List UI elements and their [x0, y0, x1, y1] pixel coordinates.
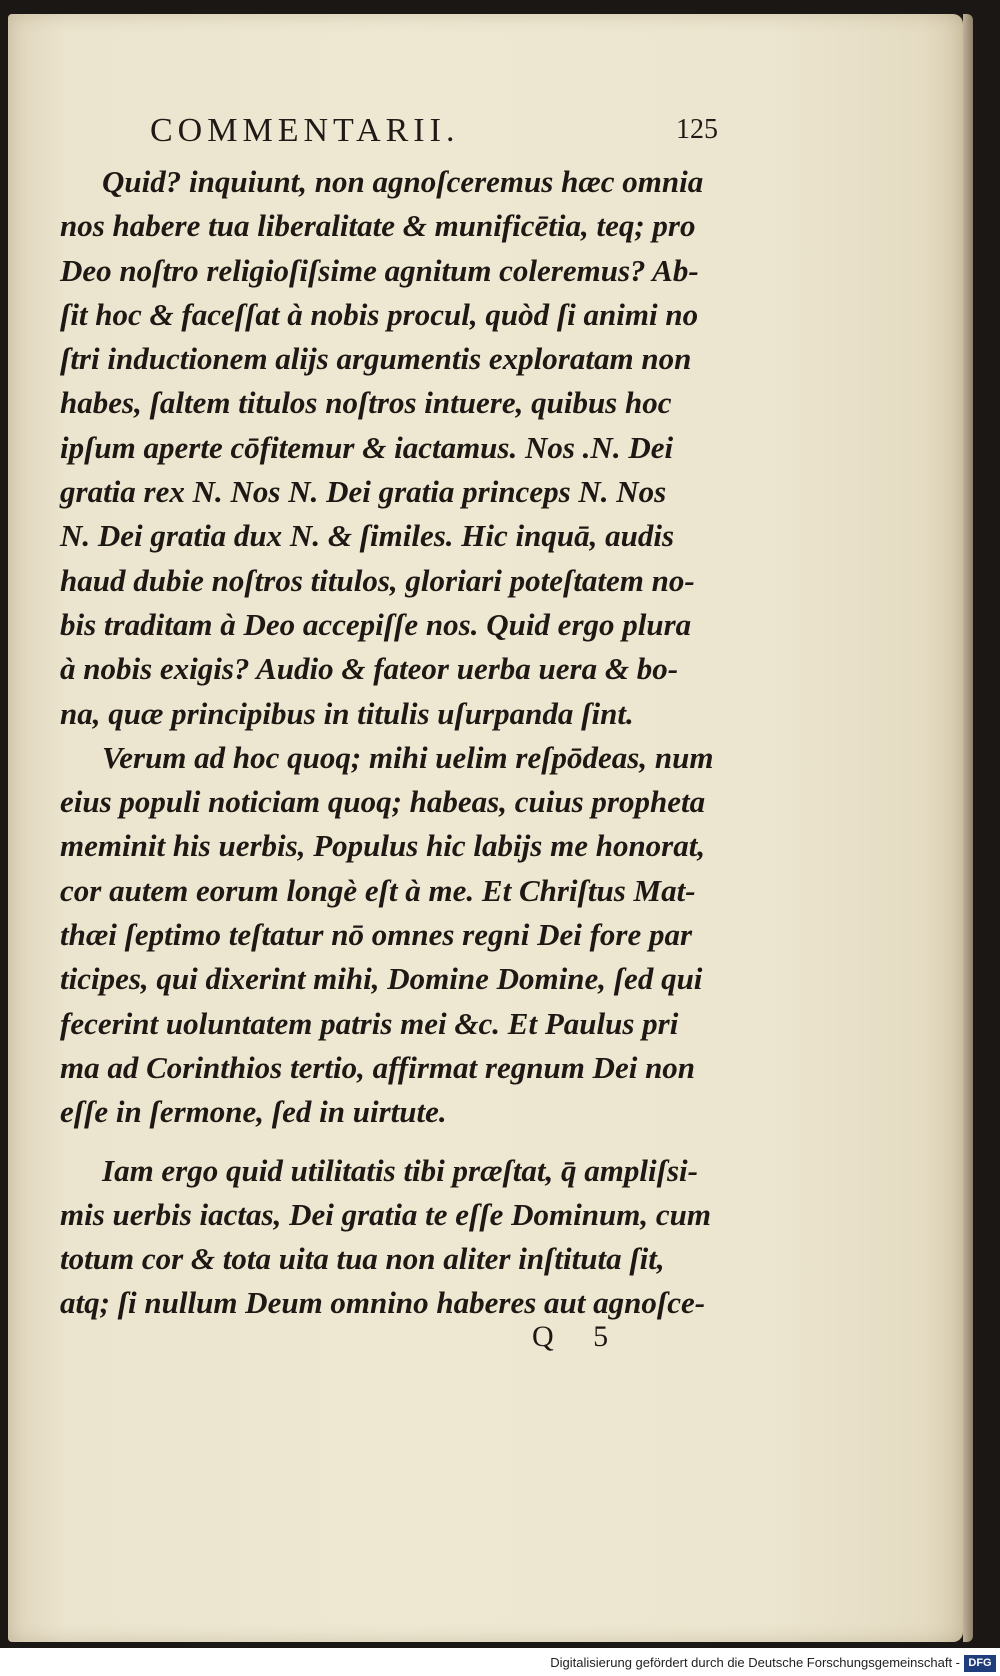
text-line: habes, ſaltem titulos noſtros intuere, quibus hoc	[60, 385, 672, 421]
text-line: cor autem eorum longè eſt à me. Et Chriſtus Mat-	[60, 872, 696, 908]
text-line: ma ad Corinthios tertio, affirmat regnum Dei non	[60, 1049, 696, 1085]
text-line: ipſum aperte cōfitemur & iactamus. Nos .N. Dei	[60, 429, 674, 465]
dfg-logo: DFG	[964, 1655, 996, 1672]
text-line: N. Dei gratia dux N. & ſimiles. Hic inquā, audis	[60, 518, 675, 554]
text-line: atq; ſi nullum Deum omnino haberes aut agnoſce-	[60, 1285, 706, 1321]
text-line: meminit his uerbis, Populus hic labijs me honorat,	[60, 828, 706, 864]
text-line: gratia rex N. Nos N. Dei gratia princeps N. Nos	[60, 474, 667, 510]
text-line: nos habere tua liberalitate & munificētia, teq; pro	[60, 208, 696, 244]
page-header	[150, 112, 718, 152]
text-line: na, quæ principibus in titulis uſurpanda ſint.	[60, 695, 634, 731]
page-edge	[963, 14, 973, 1642]
text-line: ſit hoc & faceſſat à nobis procul, quòd ſi animi no	[60, 296, 699, 332]
running-title: COMMENTARII.	[150, 112, 460, 149]
digitization-credit: Digitalisierung gefördert durch die Deutsche Forschungsgemeinschaft -	[550, 1655, 960, 1670]
text-line: Verum ad hoc quoq; mihi uelim reſpōdeas, num	[102, 739, 714, 775]
text-line: ticipes, qui dixerint mihi, Domine Domine, ſed qui	[60, 961, 703, 997]
text-line: bis traditam à Deo accepiſſe nos. Quid ergo plura	[60, 606, 692, 642]
text-line: eius populi noticiam quoq; habeas, cuius propheta	[60, 784, 706, 820]
page-number: 125	[676, 114, 718, 145]
text-line: mis uerbis iactas, Dei gratia te eſſe Dominum, cum	[60, 1196, 711, 1232]
body-text	[60, 160, 730, 1326]
text-line: Quid? inquiunt, non agnoſceremus hæc omnia	[102, 164, 704, 199]
text-line: haud dubie noſtros titulos, gloriari poteſtatem no-	[60, 562, 695, 598]
text-line: totum cor & tota uita tua non aliter inſtituta ſit,	[60, 1241, 665, 1277]
text-line: ſtri inductionem alijs argumentis exploratam non	[60, 341, 692, 377]
text-line: eſſe in ſermone, ſed in uirtute.	[60, 1094, 447, 1130]
signature-mark: Q 5	[532, 1320, 625, 1353]
text-line: fecerint uoluntatem patris mei &c. Et Paulus pri	[60, 1005, 679, 1041]
text-line: à nobis exigis? Audio & fateor uerba uera & bo-	[60, 651, 679, 687]
text-line: thæi ſeptimo teſtatur nō omnes regni Dei fore par	[60, 917, 693, 953]
text-line: Deo noſtro religioſiſsime agnitum coleremus? Ab-	[60, 252, 699, 288]
paragraph-gap	[60, 1135, 730, 1149]
text-line: Iam ergo quid utilitatis tibi præſtat, q̄ ampliſsi-	[102, 1152, 698, 1188]
